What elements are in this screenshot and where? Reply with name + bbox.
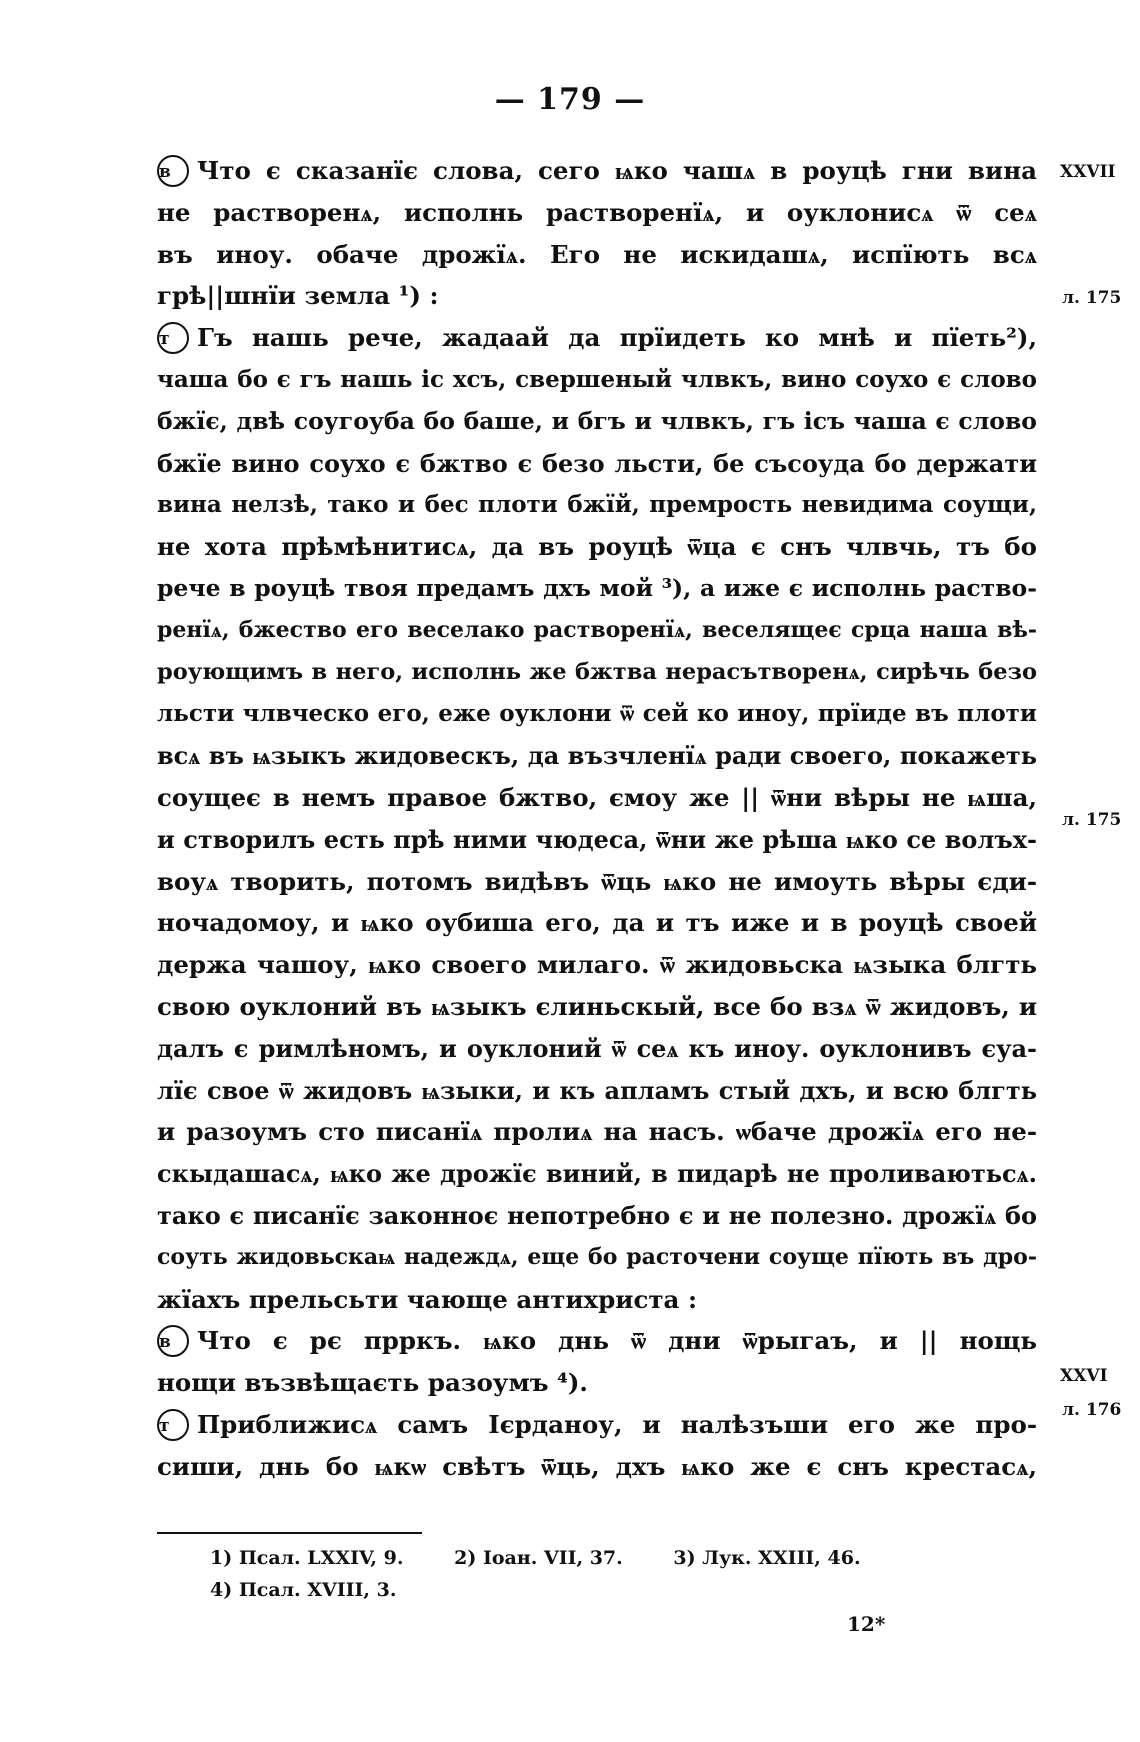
line-text: воуѧ творить, потомъ видѣвъ ѿць ѩко не имоуть вѣры єди- <box>157 866 1037 896</box>
text-line <box>157 1195 1037 1237</box>
margin-note-chapter: XXVI <box>1060 1366 1108 1386</box>
section-marker-icon: т <box>157 1409 189 1441</box>
line-text: не растворенѧ, исполнь растворенїѧ, и оуклонисѧ ѿ сеѧ <box>157 197 1037 227</box>
text-line <box>157 1153 1037 1195</box>
footnote-rule <box>157 1532 422 1534</box>
footnote: 1) Псал. LXXIV, 9. <box>210 1547 404 1569</box>
footnote: 3) Лук. XXIII, 46. <box>673 1547 861 1569</box>
line-text: Приближисѧ самъ Ієрданоу, и налѣзъши его же про- <box>197 1409 1037 1439</box>
line-text: Гъ нашь рече, жадаай да прїидеть ко мнѣ и пїеть²), <box>197 323 1037 353</box>
text-line <box>157 944 1037 986</box>
text-line <box>157 861 1037 903</box>
text-line <box>157 275 1037 317</box>
line-text: ренїѧ, бжество его веселако растворенїѧ, веселящеє срца наша вѣ- <box>157 616 1037 643</box>
margin-note-leaf: л. 176 <box>1062 1400 1122 1420</box>
text-line <box>157 1446 1037 1488</box>
line-text: бжїє, двѣ соугоуба бо баше, и бгъ и члвкъ, гъ ісъ чаша є слово <box>157 406 1037 435</box>
line-text: Что є рє прркъ. ѩко днь ѿ дни ѿрыгаъ, и || нощь <box>197 1326 1037 1356</box>
text-line <box>157 317 1037 359</box>
line-text: Что є сказанїє слова, сего ѩко чашѧ в роуцѣ гни вина <box>197 156 1037 185</box>
line-text: лїє свое ѿ жидовъ ѩзыки, и къ апламъ стый дхъ, и всю блгть <box>157 1075 1037 1105</box>
line-text: жїахъ прельсьти чающе антихриста : <box>157 1284 698 1314</box>
line-text: чаша бо є гъ нашь іс хсъ, свершеный члвкъ, вино соухо є слово <box>157 365 1037 393</box>
text-line <box>157 1070 1037 1112</box>
footnote-line <box>210 1574 905 1606</box>
line-text: грѣ||шнїи земла ¹) : <box>157 281 439 311</box>
section-marker-icon: в <box>157 155 189 187</box>
text-line <box>157 902 1037 944</box>
text-line <box>157 1279 1037 1321</box>
text-line <box>157 1362 1037 1404</box>
margin-note-leaf: л. 175 <box>1062 288 1122 308</box>
line-text: держа чашоу, ѩко своего милаго. ѿ жидовьска ѩзыка блгть <box>157 950 1037 980</box>
text-line <box>157 443 1037 485</box>
margin-note-leaf: л. 175 <box>1062 810 1122 830</box>
text-line <box>157 359 1037 401</box>
text-line <box>157 652 1037 694</box>
text-line <box>157 777 1037 819</box>
text-line <box>157 192 1037 234</box>
line-text: ночадомоу, и ѩко оубиша его, да и тъ иже и в роуцѣ своей <box>157 908 1037 938</box>
page-number: — 179 — <box>494 82 646 117</box>
footnote: 4) Псал. XVIII, 3. <box>210 1579 397 1601</box>
line-text: рече в роуцѣ твоя предамъ дхъ мой ³), а иже є исполнь раство- <box>157 573 1037 602</box>
text-line <box>157 526 1037 568</box>
line-text: роующимъ в него, исполнь же бжтва нерасътворенѧ, сирѣчь безо <box>157 658 1037 685</box>
footnote: 2) Іоан. VII, 37. <box>454 1547 623 1569</box>
line-text: тако є писанїє законноє непотребно є и не полезно. дрожїѧ бо <box>157 1200 1037 1230</box>
text-line <box>157 401 1037 443</box>
line-text: далъ є римлѣномъ, и оуклоний ѿ сеѧ къ инoу. оуклонивъ єуа- <box>157 1033 1037 1063</box>
text-line <box>157 610 1037 652</box>
text-line <box>157 1111 1037 1153</box>
footnote-line <box>210 1542 905 1574</box>
section-marker-icon: т <box>157 322 189 354</box>
text-line <box>157 819 1037 861</box>
text-line <box>157 568 1037 610</box>
line-text: въ инoу. обаче дрожїѧ. Его не искидашѧ, испїють всѧ <box>157 239 1037 269</box>
line-text: вина нелзѣ, тако и бес плоти бжїй, премрость невидима соущи, <box>157 491 1037 519</box>
margin-note-chapter: XXVII <box>1060 162 1116 182</box>
text-line <box>157 1028 1037 1070</box>
text-line <box>157 150 1037 192</box>
line-text: и разоумъ сто писанїѧ пролиѧ на насъ. ѡбаче дрожїѧ его не- <box>157 1117 1037 1147</box>
line-text: и створилъ есть прѣ ними чюдеса, ѿни же рѣша ѩко се волъх- <box>157 824 1037 854</box>
line-text: соущеє в немъ правое бжтво, ємоу же || ѿни вѣры не ѩша, <box>157 782 1037 812</box>
line-text: соуть жидовьскаѩ надеждѧ, еще бо расточени соуще пїють въ дро- <box>157 1243 1037 1270</box>
signature-mark: 12* <box>847 1612 886 1636</box>
text-line <box>157 986 1037 1028</box>
text-line <box>157 234 1037 276</box>
footnotes <box>210 1542 905 1606</box>
line-text: свою оуклоний въ ѩзыкъ єлиньскый, все бо взѧ ѿ жидовъ, и <box>157 991 1037 1021</box>
text-line <box>157 693 1037 735</box>
body-text <box>157 150 1037 1488</box>
line-text: льсти члвческо его, еже оуклони ѿ сей ко инoу, прїиде въ плоти <box>157 700 1037 728</box>
line-text: не хота прѣмѣнитисѧ, да въ роуцѣ ѿца є снъ члвчь, тъ бо <box>157 532 1037 562</box>
section-marker-icon: в <box>157 1325 189 1357</box>
line-text: скыдашасѧ, ѩко же дрожїє виний, в пидарѣ не проливаютьсѧ. <box>157 1159 1037 1189</box>
line-text: сиши, днь бо ѩкѡ свѣтъ ѿць, дхъ ѩко же є снъ крестасѧ, <box>157 1451 1037 1481</box>
text-line <box>157 1404 1037 1446</box>
line-text: нощи възвѣщаєть разоумъ ⁴). <box>157 1368 588 1398</box>
text-line <box>157 1320 1037 1362</box>
line-text: всѧ въ ѩзыкъ жидовескъ, да възчленїѧ ради своего, покажеть <box>157 741 1037 771</box>
text-line <box>157 1237 1037 1279</box>
text-line <box>157 735 1037 777</box>
line-text: бжїе вино соухо є бжтво є безо льсти, бе съсоуда бо держати <box>157 448 1037 478</box>
text-line <box>157 484 1037 526</box>
